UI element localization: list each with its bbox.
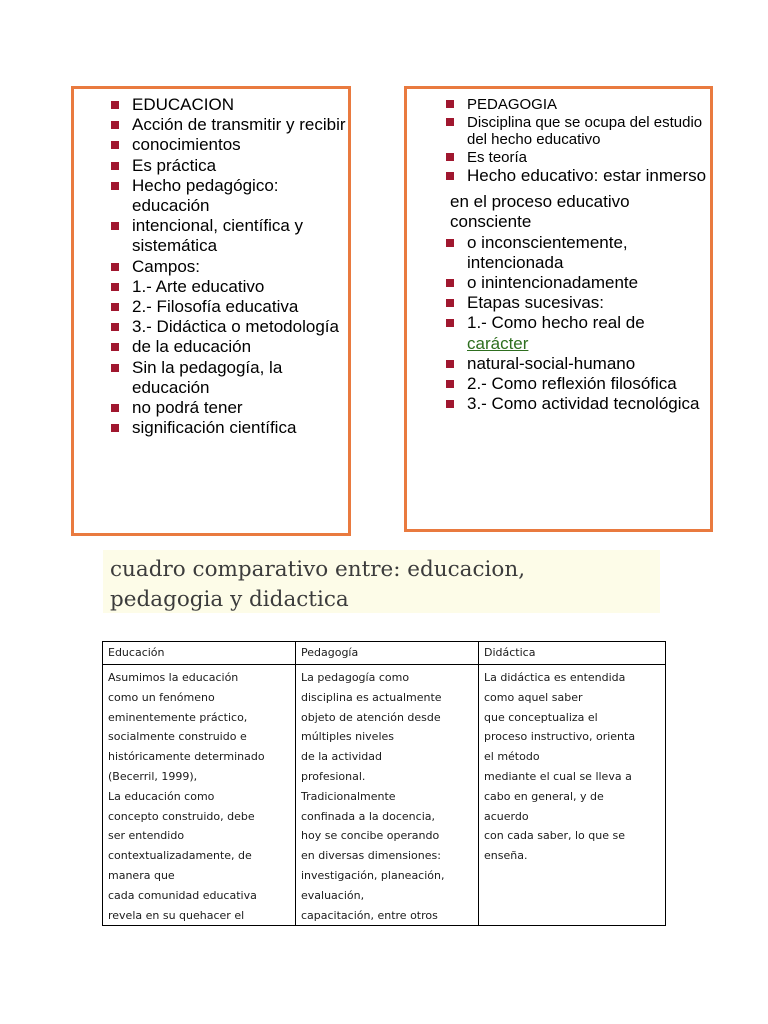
cell-line: manera que: [108, 868, 175, 882]
list-item: [132, 156, 347, 176]
table-header-row: [103, 642, 666, 665]
cell-line: mediante el cual se lleva a: [484, 769, 632, 783]
cell-line: enseña.: [484, 849, 528, 863]
list-item: [467, 114, 709, 132]
list-item-text: del hecho educativo: [467, 131, 601, 148]
caracter-link[interactable]: carácter: [467, 333, 529, 353]
list-item-text: Disciplina que se ocupa del estudio: [467, 113, 703, 131]
list-item: [467, 233, 709, 273]
list-item-text: Campos:: [132, 256, 201, 276]
list-item: [132, 135, 347, 155]
cell-line: proceso instructivo, orienta: [484, 730, 636, 744]
cell-line: concepto construido, debe: [108, 809, 255, 823]
list-item: [467, 293, 709, 313]
list-item-text: de la educación: [132, 337, 252, 357]
cell-educacion: [103, 665, 296, 926]
cell-line: como un fenómeno: [108, 690, 215, 704]
cell-pedagogia: [296, 665, 479, 926]
cell-line: el método: [484, 750, 540, 764]
cell-line: con cada saber, lo que se: [484, 829, 625, 843]
list-item-text: Es teoría: [467, 148, 528, 166]
header-didactica: Didáctica: [479, 642, 666, 665]
cell-line: La didáctica es entendida: [484, 671, 626, 684]
list-item: [132, 257, 347, 277]
list-item: [132, 398, 347, 418]
header-educacion: Educación: [103, 642, 296, 665]
list-item: [132, 337, 347, 357]
cell-line: múltiples niveles: [301, 730, 395, 744]
list-item-text: conocimientos: [132, 135, 241, 155]
list-item: [132, 176, 347, 216]
list-item-continuation: [467, 131, 709, 149]
list-item: [467, 96, 709, 114]
comparison-title-line-2: pedagogia y didactica: [110, 587, 349, 612]
cell-line: de la actividad: [301, 750, 382, 764]
list-item-text: significación científica: [132, 418, 297, 438]
list-item-text: en el proceso educativo consciente: [450, 192, 630, 232]
list-item-text: 1.- Arte educativo: [132, 276, 265, 296]
cell-line: contextualizadamente, de: [108, 849, 252, 863]
list-item: [467, 374, 709, 394]
list-item-text: 2.- Filosofía educativa: [132, 297, 299, 317]
list-item: [467, 166, 709, 186]
list-item: [467, 394, 709, 414]
list-item: [132, 115, 347, 135]
cell-line: socialmente construido e: [108, 730, 247, 744]
cell-line: investigación, planeación,: [301, 868, 445, 882]
cell-line: históricamente determinado: [108, 750, 265, 764]
list-item-text: 1.- Como hecho real de: [467, 313, 645, 333]
cell-line: que conceptualiza el: [484, 710, 598, 724]
cell-line: Tradicionalmente: [301, 789, 396, 803]
cell-line: evaluación,: [301, 888, 365, 902]
cell-line: confinada a la docencia,: [301, 809, 435, 823]
educacion-list: [132, 95, 347, 438]
cell-line: eminentemente práctico,: [108, 710, 248, 724]
list-item-text: 3.- Didáctica o metodología: [132, 317, 339, 337]
list-item-text: no podrá tener: [132, 398, 243, 418]
list-item: [132, 95, 347, 115]
cell-didactica: [479, 665, 666, 926]
cell-line: objeto de atención desde: [301, 710, 441, 724]
list-item: [467, 273, 709, 293]
cell-line: Asumimos la educación: [108, 671, 239, 684]
list-item-continuation: [450, 192, 709, 232]
list-item: [467, 313, 709, 353]
list-item: [132, 317, 347, 337]
list-item-text: Sin la pedagogía, la educación: [132, 357, 283, 397]
list-item: [467, 354, 709, 374]
list-item-text: Acción de transmitir y recibir: [132, 115, 346, 135]
list-item-text: Hecho educativo: estar inmerso: [467, 166, 707, 185]
header-pedagogia: Pedagogía: [296, 642, 479, 665]
cell-line: hoy se concibe operando: [301, 829, 440, 843]
cell-line: cabo en general, y de: [484, 789, 604, 803]
list-item: [132, 297, 347, 317]
list-item-text: o inintencionadamente: [467, 273, 639, 293]
list-item-text: intencional, científica y sistemática: [132, 216, 304, 256]
table-row: [103, 665, 666, 926]
cell-line: (Becerril, 1999),: [108, 769, 198, 783]
cell-line: capacitación, entre otros: [301, 908, 438, 922]
comparison-title: [103, 550, 660, 613]
cell-line: acuerdo: [484, 809, 529, 823]
list-item-text: PEDAGOGIA: [467, 96, 558, 113]
list-item-text: Es práctica: [132, 155, 217, 175]
cell-line: La pedagogía como: [301, 671, 410, 684]
cell-line: ser entendido: [108, 829, 185, 843]
list-item: [132, 216, 347, 256]
list-item: [467, 149, 709, 167]
list-item: [132, 358, 347, 398]
educacion-box: [71, 86, 351, 536]
list-item-text: natural-social-humano: [467, 353, 636, 373]
list-item-text: Hecho pedagógico: educación: [132, 175, 279, 216]
pedagogia-box: [404, 86, 713, 532]
list-item: [132, 418, 347, 438]
pedagogia-list: [450, 96, 709, 414]
list-item-text: Etapas sucesivas:: [467, 293, 605, 313]
cell-line: profesional.: [301, 769, 366, 783]
comparison-table: [102, 641, 666, 926]
cell-line: disciplina es actualmente: [301, 690, 442, 704]
list-item-text: EDUCACION: [132, 95, 235, 114]
cell-line: cada comunidad educativa: [108, 888, 257, 902]
list-item-text: 3.- Como actividad tecnológica: [467, 394, 700, 414]
comparison-title-line-1: cuadro comparativo entre: educacion,: [110, 557, 526, 582]
cell-line: como aquel saber: [484, 690, 583, 704]
list-item: [132, 277, 347, 297]
cell-line: en diversas dimensiones:: [301, 849, 441, 863]
list-item-text: o inconscientemente, intencionada: [467, 232, 628, 272]
cell-line: revela en su quehacer el: [108, 908, 245, 922]
list-item-text: 2.- Como reflexión filosófica: [467, 374, 677, 394]
cell-line: La educación como: [108, 789, 215, 803]
